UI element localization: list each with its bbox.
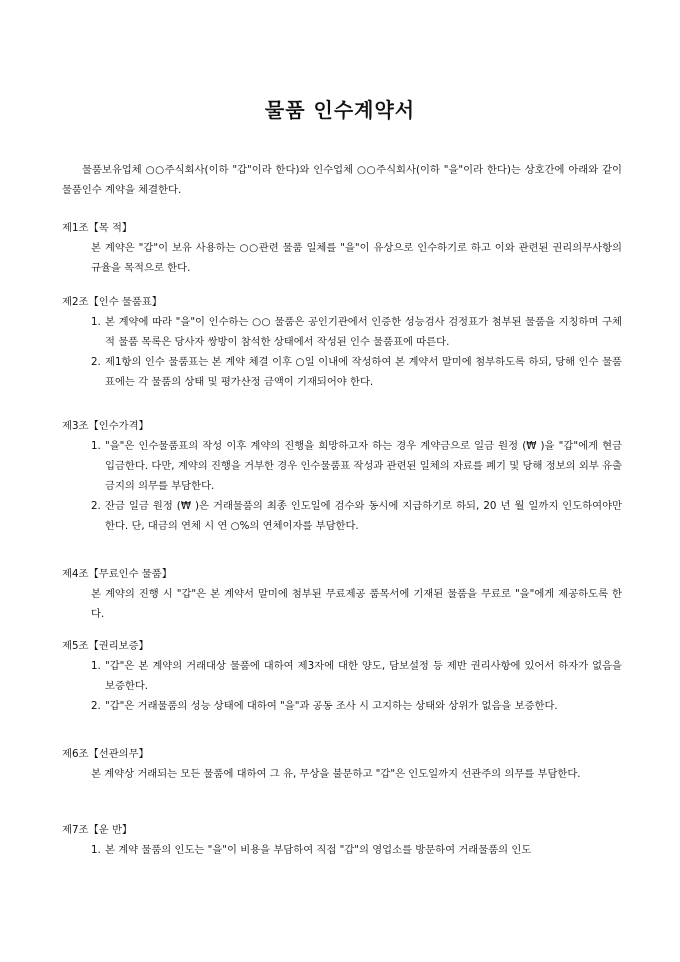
- item-number: 2.: [91, 500, 101, 512]
- article-item: [91, 312, 622, 352]
- article-item: [91, 840, 622, 860]
- article-heading: 제7조【운 반】: [62, 824, 133, 836]
- item-text: 제1항의 인수 물품표는 본 계약 체결 이후 ○일 이내에 작성하여 본 계약서 말미에 첨부하도록 하되, 당해 인수 물품표에는 각 물품의 상태 및 평가산정 금액이 기재되어야 한다.: [105, 356, 622, 388]
- article-heading: 제4조【무료인수 물품】: [62, 568, 172, 580]
- item-number: 1.: [91, 440, 101, 452]
- item-text: "갑"은 거래물품의 성능 상태에 대하여 "을"과 공동 조사 시 고지하는 상태와 상위가 없음을 보증한다.: [105, 700, 558, 712]
- item-text: 본 계약 물품의 인도는 "을"이 비용을 부담하여 직접 "갑"의 영업소를 방문하여 거래물품의 인도: [105, 844, 532, 856]
- article-body: 본 계약상 거래되는 모든 물품에 대하여 그 유, 무상을 불문하고 "갑"은 인도일까지 선관주의 의무를 부담한다.: [91, 768, 581, 780]
- article-3: [62, 416, 622, 536]
- article-item: [91, 352, 622, 392]
- article-1: [62, 218, 622, 278]
- article-7: [62, 820, 622, 860]
- article-body: 본 계약은 "갑"이 보유 사용하는 ○○관련 물품 일체를 "을"이 유상으로 인수하기로 하고 이와 관련된 권리의무사항의 규율을 목적으로 한다.: [91, 242, 622, 274]
- article-2: [62, 292, 622, 392]
- item-text: 본 계약에 따라 "을"이 인수하는 ○○ 물품은 공인기관에서 인증한 성능검사 검정표가 첨부된 물품을 지칭하며 구체적 물품 목록은 당사자 쌍방이 참석한 상태에서 작성된 인수 물품표에 따른다.: [105, 316, 622, 348]
- item-text: 잔금 일금 원정 (₩ )은 거래물품의 최종 인도일에 검수와 동시에 지급하기로 하되, 20 년 월 일까지 인도하여야만 한다. 단, 대금의 연체 시 연 ○%의 연체이자를 부담한다.: [105, 500, 622, 532]
- article-heading: 제6조【선관의무】: [62, 748, 149, 760]
- article-heading: 제1조【목 적】: [62, 222, 133, 234]
- preamble: 물품보유업체 ○○주식회사(이하 "갑"이라 한다)와 인수업체 ○○주식회사(이하 "을"이라 한다)는 상호간에 아래와 같이 물품인수 계약을 체결한다.: [62, 164, 622, 196]
- article-6: [62, 744, 622, 784]
- article-item: [91, 696, 622, 716]
- item-number: 1.: [91, 660, 101, 672]
- article-4: [62, 564, 622, 624]
- article-item: [91, 436, 622, 496]
- article-heading: 제3조【인수가격】: [62, 420, 149, 432]
- item-number: 2.: [91, 700, 101, 712]
- article-item: [91, 656, 622, 696]
- item-text: "을"은 인수물품표의 작성 이후 계약의 진행을 희망하고자 하는 경우 계약금으로 일금 원정 (₩ )을 "갑"에게 현금 입금한다. 다만, 계약의 진행을 거부한 경우 인수물품표 작성과 관련된 일체의 자료를 폐기 및 당해 정보의 외부 유출 금지의 의무를 부담한다.: [105, 440, 622, 492]
- item-number: 1.: [91, 316, 101, 328]
- article-heading: 제2조【인수 물품표】: [62, 296, 163, 308]
- item-text: "갑"은 본 계약의 거래대상 물품에 대하여 제3자에 대한 양도, 담보설정 등 제반 권리사항에 있어서 하자가 없음을 보증한다.: [105, 660, 622, 692]
- article-item: [91, 496, 622, 536]
- document-title: 물품 인수계약서: [264, 98, 416, 122]
- article-5: [62, 636, 622, 716]
- article-heading: 제5조【권리보증】: [62, 640, 149, 652]
- article-body: 본 계약의 진행 시 "갑"은 본 계약서 말미에 첨부된 무료제공 품목서에 기재된 물품을 무료로 "을"에게 제공하도록 한다.: [91, 588, 622, 620]
- item-number: 1.: [91, 844, 101, 856]
- item-number: 2.: [91, 356, 101, 368]
